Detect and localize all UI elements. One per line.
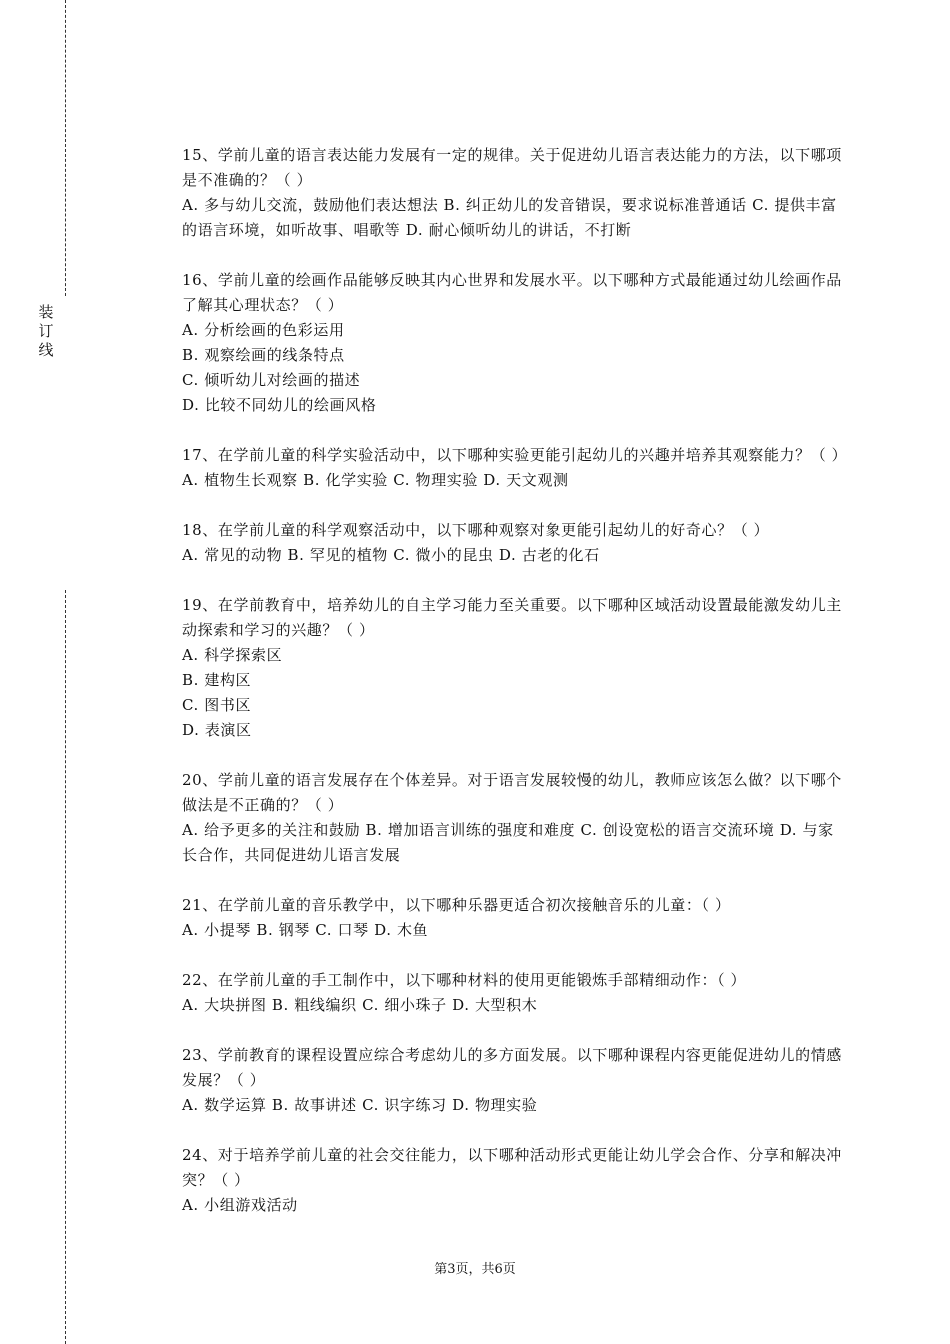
question-stem: 15、学前儿童的语言表达能力发展有一定的规律。关于促进幼儿语言表达能力的方法，以下哪项是不准确的？（ ）	[182, 146, 842, 189]
question-17	[182, 443, 848, 493]
question-stem: 22、在学前儿童的手工制作中，以下哪种材料的使用更能锻炼手部精细动作：（ ）	[182, 971, 747, 989]
option-line: A. 多与幼儿交流，鼓励他们表达想法 B. 纠正幼儿的发音错误，要求说标准普通话 C. 提供丰富的语言环境，如听故事、唱歌等 D. 耐心倾听幼儿的讲话，不打断	[182, 196, 837, 239]
question-23	[182, 1043, 842, 1118]
question-24	[182, 1143, 842, 1218]
option-line: D. 表演区	[182, 721, 252, 739]
question-stem: 17、在学前儿童的科学实验活动中，以下哪种实验更能引起幼儿的兴趣并培养其观察能力？（ ）	[182, 446, 848, 464]
question-stem: 19、在学前教育中，培养幼儿的自主学习能力至关重要。以下哪种区域活动设置最能激发幼儿主动探索和学习的兴趣？（ ）	[182, 596, 842, 639]
option-line: A. 给予更多的关注和鼓励 B. 增加语言训练的强度和难度 C. 创设宽松的语言交流环境 D. 与家长合作，共同促进幼儿语言发展	[182, 821, 834, 864]
binding-dashed-line-top	[65, 0, 66, 296]
question-stem: 24、对于培养学前儿童的社会交往能力，以下哪种活动形式更能让幼儿学会合作、分享和解决冲突？（ ）	[182, 1146, 842, 1189]
option-line: A. 常见的动物 B. 罕见的植物 C. 微小的昆虫 D. 古老的化石	[182, 546, 600, 564]
option-line: A. 科学探索区	[182, 646, 283, 664]
question-15	[182, 143, 842, 243]
option-line: C. 图书区	[182, 696, 252, 714]
option-line: C. 倾听幼儿对绘画的描述	[182, 371, 361, 389]
option-line: A. 小提琴 B. 钢琴 C. 口琴 D. 木鱼	[182, 921, 429, 939]
question-20	[182, 768, 842, 868]
question-stem: 23、学前教育的课程设置应综合考虑幼儿的多方面发展。以下哪种课程内容更能促进幼儿的情感发展？（ ）	[182, 1046, 842, 1089]
option-line: A. 数学运算 B. 故事讲述 C. 识字练习 D. 物理实验	[182, 1096, 538, 1114]
question-list	[182, 143, 848, 1243]
page-number: 第3页，共6页	[434, 1262, 516, 1277]
option-line: A. 小组游戏活动	[182, 1196, 298, 1214]
question-stem: 18、在学前儿童的科学观察活动中，以下哪种观察对象更能引起幼儿的好奇心？（ ）	[182, 521, 770, 539]
option-line: A. 分析绘画的色彩运用	[182, 321, 345, 339]
question-19	[182, 593, 842, 743]
option-line: D. 比较不同幼儿的绘画风格	[182, 396, 377, 414]
binding-dashed-line-bottom	[65, 590, 66, 1344]
question-18	[182, 518, 842, 568]
question-22	[182, 968, 842, 1018]
question-stem: 21、在学前儿童的音乐教学中，以下哪种乐器更适合初次接触音乐的儿童：（ ）	[182, 896, 731, 914]
binding-label: 装订线	[38, 303, 54, 359]
question-stem: 20、学前儿童的语言发展存在个体差异。对于语言发展较慢的幼儿，教师应该怎么做？以下哪个做法是不正确的？（ ）	[182, 771, 842, 814]
option-line: B. 观察绘画的线条特点	[182, 346, 345, 364]
option-line: A. 植物生长观察 B. 化学实验 C. 物理实验 D. 天文观测	[182, 471, 569, 489]
option-line: B. 建构区	[182, 671, 252, 689]
question-stem: 16、学前儿童的绘画作品能够反映其内心世界和发展水平。以下哪种方式最能通过幼儿绘画作品了解其心理状态？（ ）	[182, 271, 842, 314]
question-16	[182, 268, 842, 418]
question-21	[182, 893, 842, 943]
option-line: A. 大块拼图 B. 粗线编织 C. 细小珠子 D. 大型积木	[182, 996, 538, 1014]
